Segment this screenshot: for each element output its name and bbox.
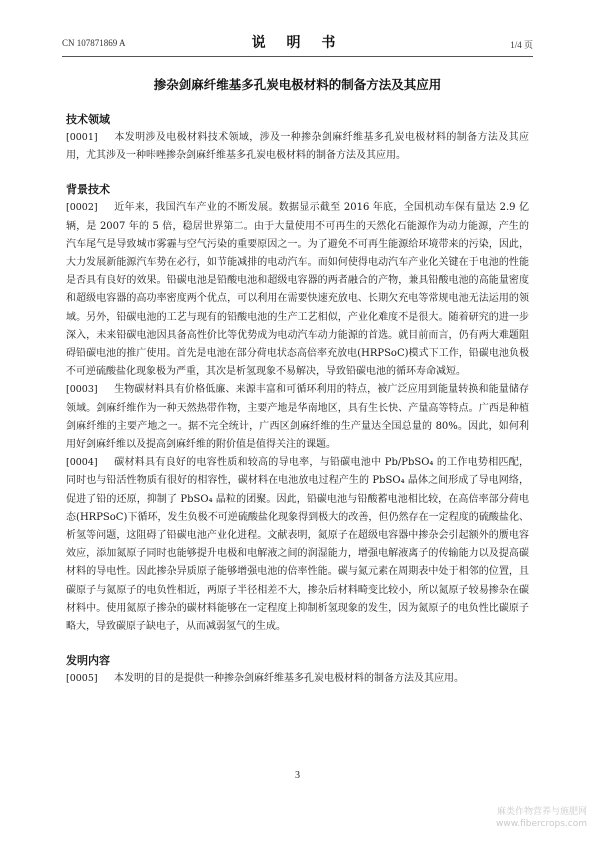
paragraph-0005 bbox=[66, 670, 529, 688]
watermark bbox=[496, 806, 587, 830]
paragraph-number: [0003] bbox=[66, 384, 98, 396]
page-count: 1/4 页 bbox=[510, 40, 533, 50]
document-title: 掺杂剑麻纤维基多孔炭电极材料的制备方法及其应用 bbox=[153, 77, 442, 92]
document-body bbox=[66, 111, 529, 688]
page-header bbox=[62, 30, 533, 57]
paragraph-number: [0001] bbox=[66, 132, 98, 143]
paragraph-text: 近年来，我国汽车产业的不断发展。数据显示截至 2016 年底，全国机动车保有量达 2.9 亿辆，是 2007 年的 5 倍，稳居世界第二。由于大量使用不可再生的天然化石能源作为动力能源，产生的汽车尾气是导致城市雾霾与空气污染的重要原因之一。为了避免不可再生能源给环境带来的污染，因此，大力发展新能源汽车势在必行，如节能减排的电动汽车。而如何使得电动汽车产业化关键在于电池的性能是否具有良好的效果。铅碳电池是铅酸电池和超级电容器的两者融合的产物，兼具铅酸电池的高能量密度和超级电容器的高功率密度两个优点，可以利用在需要快速充放电、长期欠充电等常规电池无法运用的领域。另外，铅碳电池的工艺与现有的铅酸电池的生产工艺相似，产业化难度不是很大。随着研究的进一步深入，未来铅碳电池因具备高性价比等优势成为电动汽车动力能源的首选。就目前而言，仍有两大难题阻碍铅碳电池的推广使用。首先是电池在部分荷电状态高倍率充放电(HRPSoC)模式下工作，铅碳电池负极不可逆硫酸盐化现象极为严重，其次是析氢现象不易解决，导致铅碳电池的循环寿命减短。 bbox=[66, 202, 529, 378]
paragraph-text: 本发明涉及电极材料技术领域，涉及一种掺杂剑麻纤维基多孔炭电极材料的制备方法及其应用，尤其涉及一种咔唑掺杂剑麻纤维基多孔炭电极材料的制备方法及其应用。 bbox=[66, 132, 529, 162]
document-type: 说 明 书 bbox=[251, 35, 344, 51]
paragraph-number: [0002] bbox=[66, 202, 98, 214]
paragraph-0003 bbox=[66, 381, 529, 454]
section-heading-invention: 发明内容 bbox=[66, 654, 110, 668]
section-heading-background: 背景技术 bbox=[66, 183, 110, 197]
paragraph-text: 碳材料具有良好的电容性质和较高的导电率，与铅碳电池中 Pb/PbSO₄ 的工作电势相匹配，同时也与铅活性物质有很好的相容性，碳材料在电池放电过程产生的 PbSO₄ 晶体之间形成了导电网络，促进了铅的还原，抑制了 PbSO₄ 晶粒的团聚。因此，铅碳电池与铅酸蓄电池相比较，在高倍率部分荷电态(HRPSoC)下循环，发生负极不可逆硫酸盐化现象得到极大的改善，但仍然存在一定程度的硫酸盐化、析氢等问题，这阻碍了铅碳电池产业化进程。文献表明，氮原子在超级电容器中掺杂会引起额外的赝电容效应，添加氮原子同时也能够提升电极和电解液之间的润湿能力，增强电解液离子的传输能力以及提高碳材料的导电性。因此掺杂异质原子能够增强电池的倍率性能。碳与氮元素在周期表中处于相邻的位置，且碳原子与氮原子的电负性相近，两原子半径相差不大，掺杂后材料畸变比较小，所以氮原子较易掺杂在碳材料中。使用氮原子掺杂的碳材料能够在一定程度上抑制析氢现象的发生，因为氮原子的电负性比碳原子略大，导致碳原子缺电子，从而减弱氢气的生成。 bbox=[66, 457, 529, 633]
section-heading-tech-field: 技术领域 bbox=[66, 113, 110, 126]
paragraph-text: 本发明的目的是提供一种掺杂剑麻纤维基多孔炭电极材料的制备方法及其应用。 bbox=[114, 673, 464, 685]
paragraph-text: 生物碳材料具有价格低廉、来源丰富和可循环利用的特点，被广泛应用到能量转换和能量储存领域。剑麻纤维作为一种天然热带作物，主要产地是华南地区，具有生长快、产量高等特点。广西是种植剑麻纤维的主要产地之一。据不完全统计，广西区剑麻纤维的生产量达全国总量的 80%。因此，如何利用好剑麻纤维以及提高剑麻纤维的附价值是值得关注的课题。 bbox=[66, 384, 529, 451]
paragraph-number: [0004] bbox=[66, 457, 98, 469]
watermark-title: 麻类作物营养与施肥网 bbox=[496, 807, 587, 817]
watermark-url: www.fibercrops.com bbox=[496, 819, 587, 829]
patent-number: CN 107871869 A bbox=[62, 38, 126, 48]
paragraph-0001 bbox=[66, 129, 529, 165]
paragraph-0002 bbox=[66, 199, 529, 381]
paragraph-number: [0005] bbox=[66, 673, 98, 685]
paragraph-0004 bbox=[66, 454, 529, 636]
page-number: 3 bbox=[295, 770, 300, 781]
